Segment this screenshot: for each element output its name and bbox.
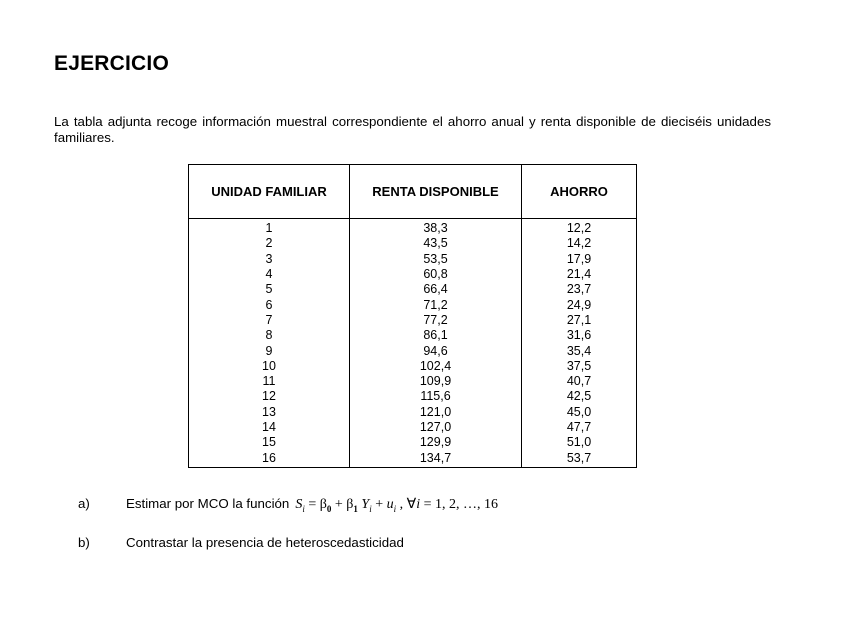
cell-renta: 127,0 [350,420,522,435]
cell-renta: 102,4 [350,359,522,374]
cell-unidad: 16 [262,450,276,465]
cell-ahorro: 21,4 [522,267,637,282]
table-row [189,359,637,374]
cell-unidad: 12 [262,389,276,404]
cell-renta: 94,6 [350,343,522,358]
cell-unidad: 3 [265,251,273,266]
cell-renta: 109,9 [350,374,522,389]
cell-renta: 66,4 [350,282,522,297]
table-row [189,219,637,237]
data-table [188,164,637,468]
table-header-row [189,165,637,219]
cell-renta: 134,7 [350,450,522,467]
cell-unidad: 2 [265,236,273,251]
intro-paragraph: La tabla adjunta recoge información muestral correspondiente el ahorro anual y renta disponible de dieciséis unidades familiares. [54,114,771,145]
cell-ahorro: 12,2 [522,219,637,237]
cell-ahorro: 40,7 [522,374,637,389]
cell-ahorro: 53,7 [522,450,637,467]
cell-renta: 60,8 [350,267,522,282]
cell-renta: 38,3 [350,219,522,237]
cell-renta: 86,1 [350,328,522,343]
cell-unidad: 15 [262,435,276,450]
cell-unidad: 10 [262,358,276,373]
cell-unidad: 14 [262,420,276,434]
table-row [189,252,637,267]
table-row [189,420,637,435]
table-row [189,328,637,343]
table-row [189,236,637,251]
question-b-text: Contrastar la presencia de heteroscedasticidad [126,535,404,550]
question-a-label: a) [78,496,90,511]
cell-unidad: 1 [265,221,273,236]
header-renta-disponible: RENTA DISPONIBLE [350,165,522,219]
question-a-text: Estimar por MCO la función [126,496,290,511]
table-row [189,374,637,389]
cell-renta: 53,5 [350,252,522,267]
header-unidad-familiar: UNIDAD FAMILIAR [189,165,350,219]
cell-ahorro: 27,1 [522,313,637,328]
table-body [189,219,637,468]
cell-unidad: 9 [265,343,273,358]
cell-ahorro: 31,6 [522,328,637,343]
regression-formula: $S_i = \beta_0 + \beta_1$ $Y_i + u_i$ , ∀i = 1, 2, …, 16 [295,497,498,514]
cell-ahorro: 37,5 [522,359,637,374]
cell-ahorro: 24,9 [522,297,637,312]
cell-renta: 121,0 [350,405,522,420]
question-b [78,535,404,550]
table-row [189,450,637,467]
table-row [189,343,637,358]
cell-unidad: 7 [265,312,273,327]
cell-ahorro: 47,7 [522,420,637,435]
cell-renta: 115,6 [350,389,522,404]
cell-ahorro: 51,0 [522,435,637,450]
cell-ahorro: 17,9 [522,252,637,267]
cell-renta: 71,2 [350,297,522,312]
cell-unidad: 13 [262,404,276,419]
cell-renta: 77,2 [350,313,522,328]
cell-unidad: 6 [265,297,273,312]
header-ahorro: AHORRO [522,165,637,219]
cell-renta: 43,5 [350,236,522,251]
table-row [189,435,637,450]
cell-renta: 129,9 [350,435,522,450]
question-b-label: b) [78,535,90,550]
cell-ahorro: 42,5 [522,389,637,404]
table-row [189,389,637,404]
page-title: EJERCICIO [54,52,169,75]
cell-unidad: 11 [262,374,276,389]
cell-unidad: 8 [265,328,273,343]
cell-unidad: 4 [265,267,273,282]
table-row [189,313,637,328]
question-a [78,496,498,514]
table-row [189,282,637,297]
cell-unidad: 5 [265,282,273,297]
table-row [189,405,637,420]
cell-ahorro: 45,0 [522,405,637,420]
cell-ahorro: 23,7 [522,282,637,297]
cell-ahorro: 14,2 [522,236,637,251]
table-row [189,267,637,282]
table-row [189,297,637,312]
cell-ahorro: 35,4 [522,343,637,358]
